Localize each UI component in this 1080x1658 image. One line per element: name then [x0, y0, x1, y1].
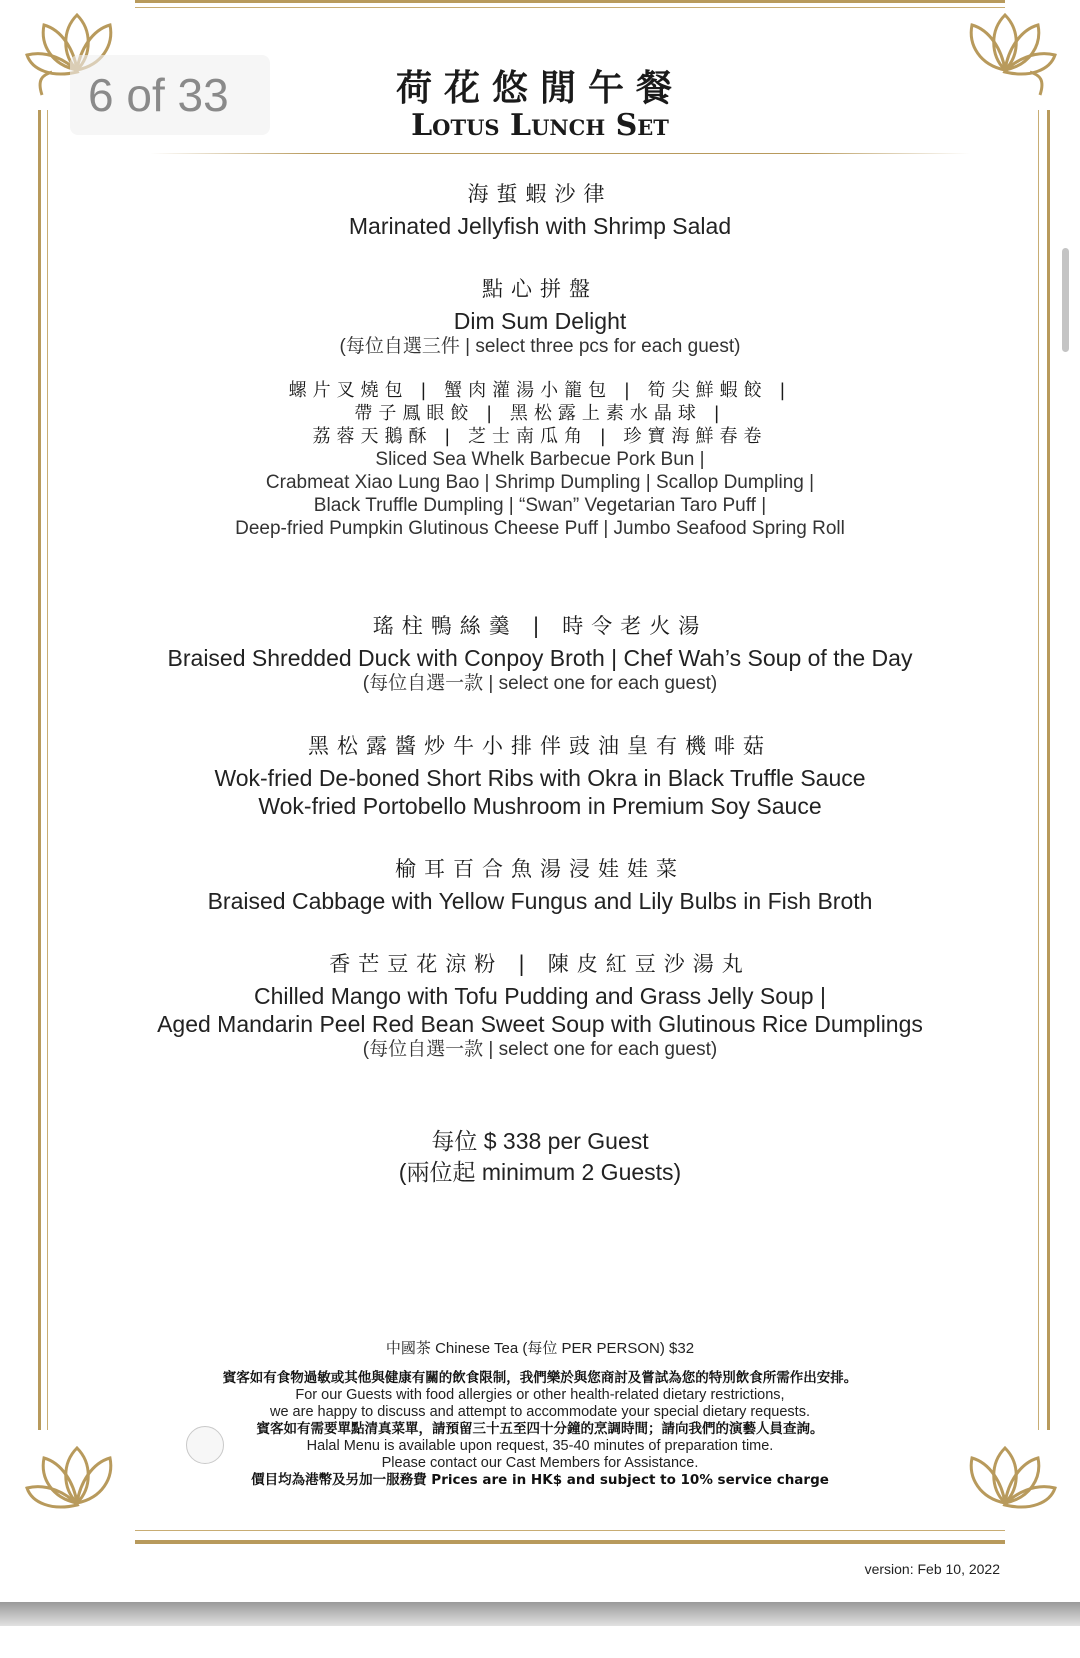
course-dim-sum [0, 275, 1080, 540]
option-line-zh: 帶子鳳眼餃 | 黑松露上素水晶球 | [354, 403, 726, 424]
option-line-zh: 荔蓉天鵝酥 | 芝士南瓜角 | 珍寶海鮮春卷 [312, 426, 768, 447]
halal-seal-icon [186, 1426, 224, 1464]
option-line-zh: 螺片叉燒包 | 蟹肉灌湯小籠包 | 筍尖鮮蝦餃 | [288, 380, 792, 401]
course-dessert [0, 950, 1080, 1062]
course-name-zh: 點心拼盤 [482, 277, 598, 301]
course-jellyfish-salad [0, 180, 1080, 240]
course-short-ribs [0, 732, 1080, 820]
course-cabbage [0, 855, 1080, 915]
option-line-en: Deep-fried Pumpkin Glutinous Cheese Puff | Jumbo Seafood Spring Roll [235, 518, 845, 539]
course-name-zh: 瑤柱鴨絲羹 | 時令老火湯 [372, 614, 708, 638]
footer-line-en: Halal Menu is available upon request, 35-40 minutes of preparation time. [306, 1438, 774, 1454]
vertical-scrollbar[interactable] [1062, 248, 1069, 352]
title-divider [150, 153, 970, 154]
course-name-en: Dim Sum Delight [453, 308, 627, 334]
frame-bottom-border [135, 1540, 1005, 1544]
course-name-en-alt: Aged Mandarin Peel Red Bean Sweet Soup with Glutinous Rice Dumplings [157, 1011, 923, 1037]
course-name-en-alt: Wok-fried Portobello Mushroom in Premium Soy Sauce [258, 793, 822, 819]
option-line-en: Sliced Sea Whelk Barbecue Pork Bun | [375, 449, 705, 470]
selection-note: (每位自選三件 | select three pcs for each guest) [339, 336, 741, 357]
chinese-tea-charge [0, 1337, 1080, 1358]
price-per-guest: 每位 $ 338 per Guest [431, 1128, 649, 1154]
course-name-en: Wok-fried De-boned Short Ribs with Okra in Black Truffle Sauce [214, 765, 866, 791]
course-name-zh: 榆耳百合魚湯浸娃娃菜 [395, 857, 685, 881]
option-line-en: Crabmeat Xiao Lung Bao | Shrimp Dumpling | Scallop Dumpling | [265, 472, 815, 493]
viewer-bottom-area [0, 1626, 1080, 1658]
tea-price-text: 中國茶 Chinese Tea (每位 PER PERSON) $32 [385, 1340, 695, 1357]
footer-notes [0, 1370, 1080, 1489]
selection-note: (每位自選一款 | select one for each guest) [362, 1039, 718, 1060]
footer-line-zh: 價目均為港幣及另加一服務費 Prices are in HK$ and subject to 10% service charge [251, 1472, 829, 1488]
course-name-en: Marinated Jellyfish with Shrimp Salad [348, 213, 732, 239]
course-name-en: Braised Cabbage with Yellow Fungus and Lily Bulbs in Fish Broth [207, 888, 873, 914]
course-name-en: Braised Shredded Duck with Conpoy Broth | Chef Wah’s Soup of the Day [167, 645, 913, 671]
option-line-en: Black Truffle Dumpling | “Swan” Vegetarian Taro Puff | [313, 495, 767, 516]
course-name-zh: 香芒豆花涼粉 | 陳皮紅豆沙湯丸 [329, 952, 751, 976]
footer-line-en: we are happy to discuss and attempt to accommodate your special dietary requests. [269, 1404, 810, 1420]
course-soup [0, 612, 1080, 696]
selection-note: (每位自選一款 | select one for each guest) [362, 673, 718, 694]
course-name-zh: 黑松露醬炒牛小排伴豉油皇有機啡菇 [308, 734, 772, 758]
menu-title-english: Lotus Lunch Set [411, 108, 669, 143]
page-counter: 6 of 33 [70, 55, 270, 135]
minimum-guests: (兩位起 minimum 2 Guests) [398, 1159, 682, 1185]
viewer-bottom-bar [0, 1602, 1080, 1626]
menu-title-chinese: 荷花悠閒午餐 [395, 67, 684, 109]
course-name-zh: 海蜇蝦沙律 [467, 182, 613, 206]
footer-line-zh: 賓客如有食物過敏或其他與健康有關的飲食限制，我們樂於與您商討及嘗試為您的特別飲食所需作出安排。 [222, 1370, 858, 1386]
course-name-en: Chilled Mango with Tofu Pudding and Grass Jelly Soup | [254, 983, 826, 1009]
frame-bottom-inner-border [135, 1530, 1005, 1531]
frame-top-inner-border [135, 7, 1005, 8]
version-label: version: Feb 10, 2022 [864, 1561, 1000, 1577]
price-section [0, 1126, 1080, 1188]
footer-line-en: For our Guests with food allergies or other health-related dietary restrictions, [295, 1387, 785, 1403]
dim-sum-options [0, 379, 1080, 540]
footer-line-zh: 賓客如有需要單點清真菜單，請預留三十五至四十分鐘的烹調時間；請向我們的演藝人員查詢。 [256, 1421, 824, 1437]
frame-top-border [135, 0, 1005, 3]
footer-line-en: Please contact our Cast Members for Assistance. [381, 1455, 699, 1471]
